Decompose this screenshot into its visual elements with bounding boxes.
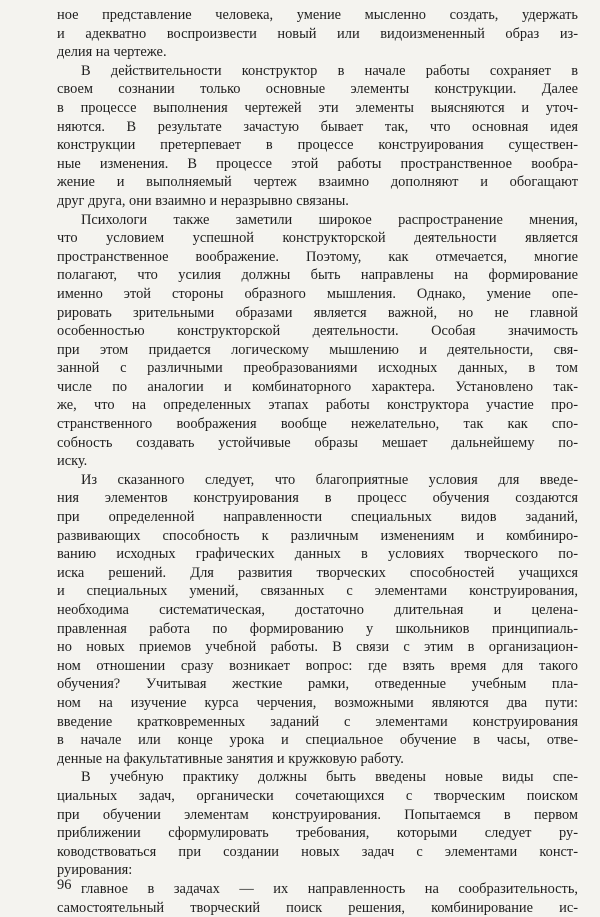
text-line: Из сказанного следует, что благоприятные условия для введе- (57, 471, 578, 490)
text-line: ном на изучение курса черчения, возможными являются два пути: (57, 694, 578, 713)
text-line: циальных задач, органически сочетающихся с творческим поиском (57, 787, 578, 806)
text-line: и адекватно воспроизвести новый или видоизмененный образ из- (57, 25, 578, 44)
page-body (57, 6, 578, 917)
paragraph-6 (57, 880, 578, 917)
paragraph-4 (57, 471, 578, 769)
text-line: в процессе выполнения чертежей эти элементы выясняются и уточ- (57, 99, 578, 118)
paragraph-3 (57, 211, 578, 471)
text-line: жение и выполняемый чертеж взаимно дополняют и обогащают (57, 173, 578, 192)
text-line: денные на факультативные занятия и кружковую работу. (57, 750, 578, 769)
text-line: ководствоваться при создании новых задач с элементами конст- (57, 843, 578, 862)
text-line: друг друга, они взаимно и неразрывно связаны. (57, 192, 578, 211)
text-line: занной с различными преобразованиями исходных данных, в том (57, 359, 578, 378)
text-line: ном отношении сразу возникает вопрос: где взять время для такого (57, 657, 578, 676)
text-line: самостоятельный творческий поиск решения, комбинирование ис- (57, 899, 578, 917)
text-line: иска решений. Для развития творческих способностей учащихся (57, 564, 578, 583)
text-line: В учебную практику должны быть введены новые виды спе- (57, 768, 578, 787)
text-line: руирования: (57, 861, 578, 880)
text-line: развивающих способность к различным изменениям и комбиниро- (57, 527, 578, 546)
text-line: ванию исходных графических данных в условиях творческого по- (57, 545, 578, 564)
text-line: Психологи также заметили широкое распространение мнения, (57, 211, 578, 230)
text-line: ния элементов конструирования в процесс обучения создаются (57, 489, 578, 508)
text-line: в начале или конце урока и специальное обучение в часы, отве- (57, 731, 578, 750)
text-line: няются. В результате зачастую бывает так, что основная идея (57, 118, 578, 137)
text-line: именно этой стороны образного мышления. Однако, умение опе- (57, 285, 578, 304)
text-line: конструкции претерпевает в процессе конструирования существен- (57, 136, 578, 155)
page-number: 96 (57, 876, 71, 894)
text-line: необходима систематическая, достаточно длительная и целена- (57, 601, 578, 620)
text-line: иску. (57, 452, 578, 471)
text-line: своем сознании только основные элементы конструкции. Далее (57, 80, 578, 99)
text-line: пространственное воображение. Поэтому, как отмечается, многие (57, 248, 578, 267)
text-line: ные изменения. В процессе этой работы пространственное вообра- (57, 155, 578, 174)
text-line: при определенной направленности специальных видов заданий, (57, 508, 578, 527)
text-line: правленная работа по формированию у школьников принципиаль- (57, 620, 578, 639)
text-line: что условием успешной конструкторской деятельности является (57, 229, 578, 248)
text-line: при обучении элементам конструирования. Попытаемся в первом (57, 806, 578, 825)
text-line: при этом придается логическому мышлению и деятельности, свя- (57, 341, 578, 360)
text-line: введение кратковременных заданий с элементами конструирования (57, 713, 578, 732)
paragraph-5 (57, 768, 578, 880)
text-line: рировать зрительными образами является важной, но не главной (57, 304, 578, 323)
text-line: полагают, что усилия должны быть направлены на формирование (57, 266, 578, 285)
text-line: особенностью конструкторской деятельности. Особая значимость (57, 322, 578, 341)
text-line: делия на чертеже. (57, 43, 578, 62)
text-line: обучения? Учитывая жесткие рамки, отведенные учебным пла- (57, 675, 578, 694)
text-line: странственного воображения вообще нежелательно, так как спо- (57, 415, 578, 434)
text-line: приближении сформулировать требования, которыми следует ру- (57, 824, 578, 843)
text-line: собность создавать устойчивые образы мешает дальнейшему по- (57, 434, 578, 453)
text-line: но новых приемов учебной работы. В связи с этим в организацион- (57, 638, 578, 657)
paragraph-2 (57, 62, 578, 211)
text-line: же, что на определенных этапах работы конструктора участие про- (57, 396, 578, 415)
text-line: ное представление человека, умение мысленно создать, удержать (57, 6, 578, 25)
text-line: В действительности конструктор в начале работы сохраняет в (57, 62, 578, 81)
paragraph-1 (57, 6, 578, 62)
text-line: главное в задачах — их направленность на сообразительность, (57, 880, 578, 899)
text-line: числе по аналогии и комбинаторного характера. Установлено так- (57, 378, 578, 397)
text-line: и специальных умений, связанных с элементами конструирования, (57, 582, 578, 601)
